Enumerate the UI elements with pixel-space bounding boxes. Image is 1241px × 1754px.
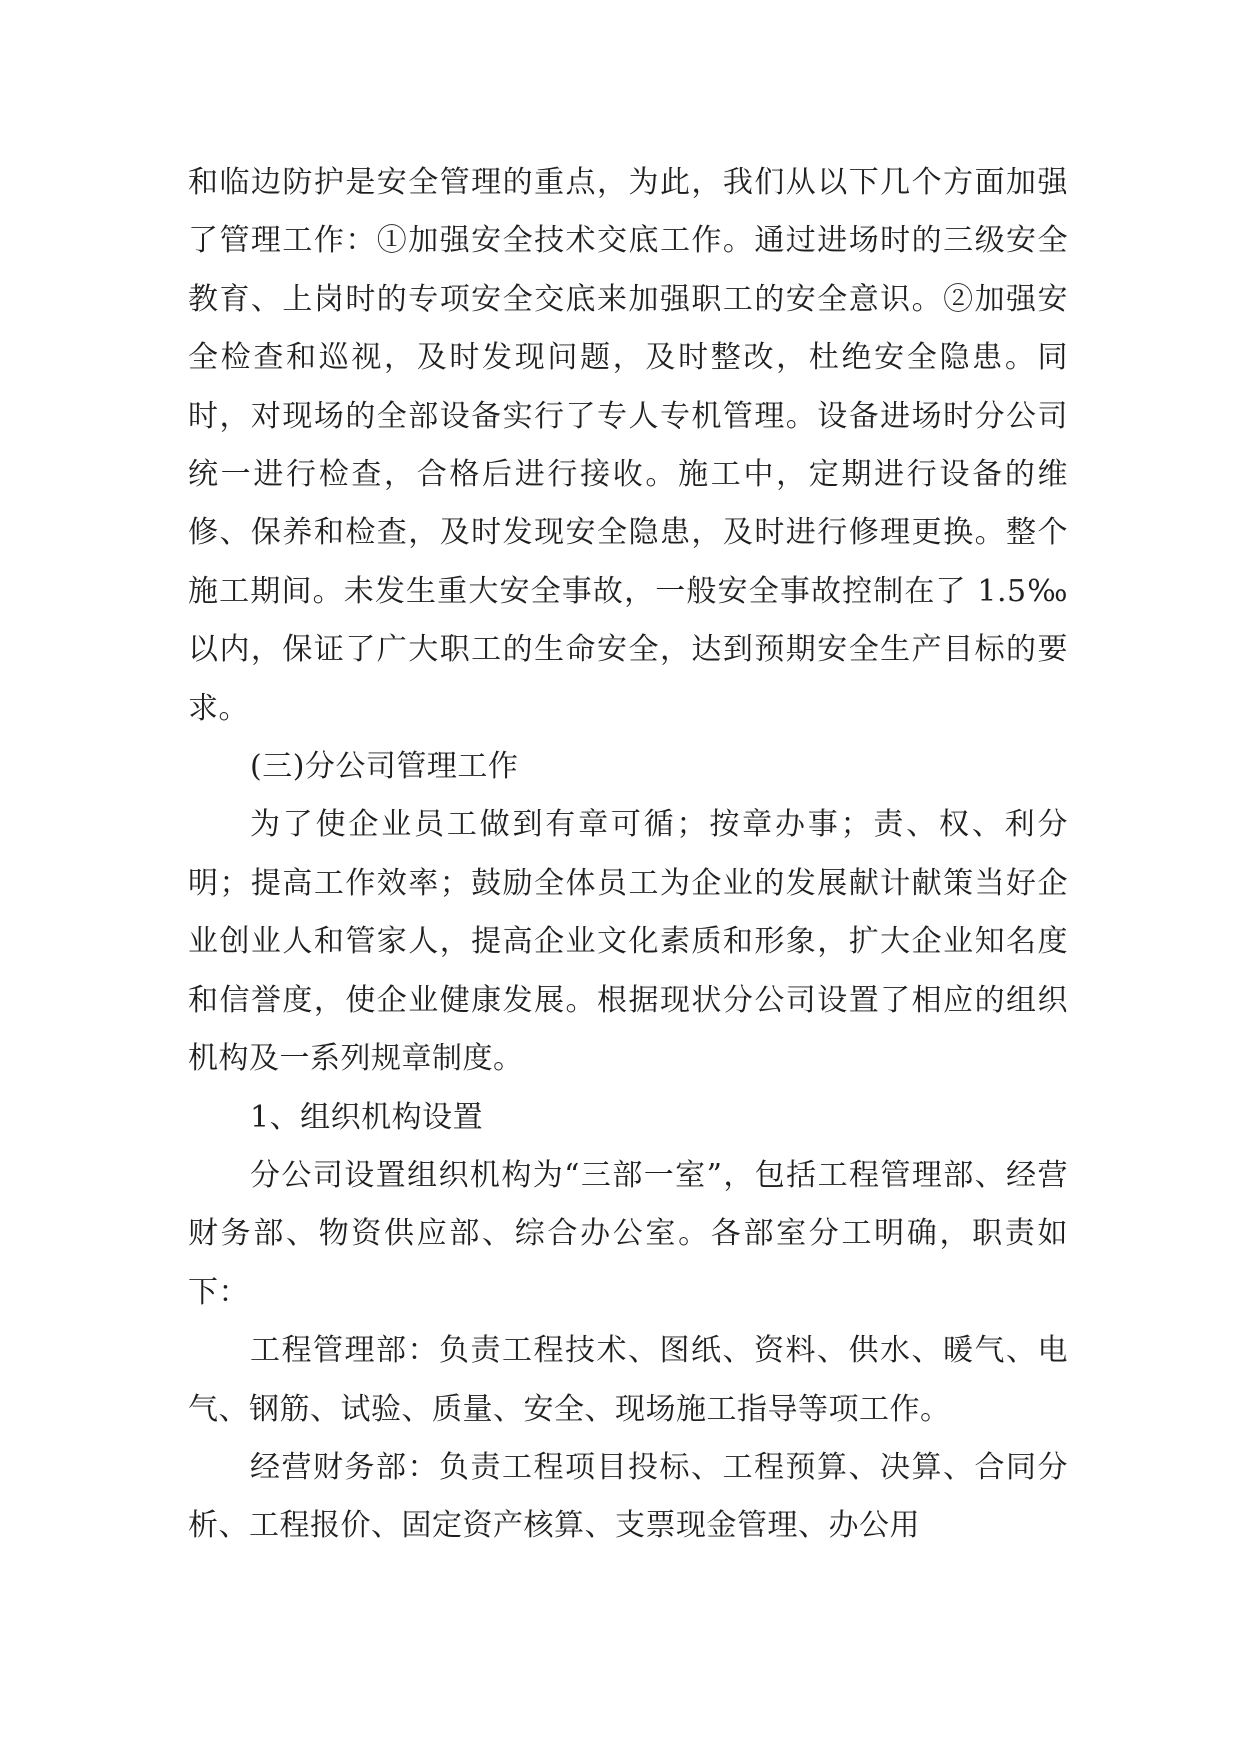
- section-heading-branch-management: (三)分公司管理工作: [250, 749, 519, 785]
- document-body: [188, 154, 1068, 1556]
- paragraph-engineering-dept: 工程管理部：负责工程技术、图纸、资料、供水、暖气、电气、钢筋、试验、质量、安全、现场施工指导等项工作。: [188, 1333, 1068, 1427]
- paragraph-management-intro: 为了使企业员工做到有章可循；按章办事；责、权、利分明；提高工作效率；鼓励全体员工为企业的发展献计献策当好企业创业人和管家人，提高企业文化素质和形象，扩大企业知名度和信誉度，使企业健康发展。根据现状分公司设置了相应的组织机构及一系列规章制度。: [188, 807, 1068, 1077]
- paragraph-finance-dept: 经营财务部：负责工程项目投标、工程预算、决算、合同分析、工程报价、固定资产核算、支票现金管理、办公用: [188, 1449, 1068, 1544]
- subheading-org-structure: 1、组织机构设置: [250, 1099, 484, 1135]
- paragraph-safety-management: 和临边防护是安全管理的重点，为此，我们从以下几个方面加强了管理工作：①加强安全技术交底工作。通过进场时的三级安全教育、上岗时的专项安全交底来加强职工的安全意识。②加强安全检查和巡视，及时发现问题，及时整改，杜绝安全隐患。同时，对现场的全部设备实行了专人专机管理。设备进场时分公司统一进行检查，合格后进行接收。施工中，定期进行设备的维修、保养和检查，及时发现安全隐患，及时进行修理更换。整个施工期间。未发生重大安全事故，一般安全事故控制在了 1.5‰以内，保证了广大职工的生命安全，达到预期安全生产目标的要求。: [188, 165, 1068, 726]
- paragraph-org-structure: 分公司设置组织机构为“三部一室”，包括工程管理部、经营财务部、物资供应部、综合办公室。各部室分工明确，职责如下：: [188, 1157, 1068, 1310]
